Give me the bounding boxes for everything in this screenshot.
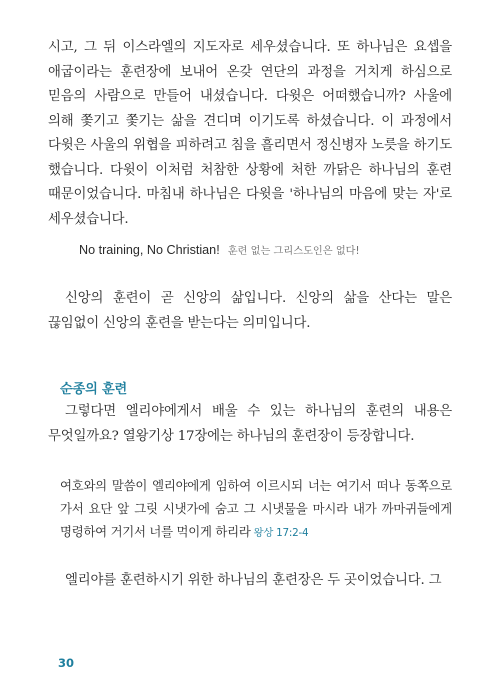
body-paragraph-1: 시고, 그 뒤 이스라엘의 지도자로 세우셨습니다. 또 하나님은 요셉을 애굽이라는 훈련장에 보내어 온갖 연단의 과정을 거치게 하심으로 믿음의 사람으로 만들어 내셨습니다. 다윗은 어떠했습니까? 사울에 의해 쫓기고 쫓기는 삶을 견디며 이기도록 하셨습니다. 이 과정에서 다윗은 사울의 위협을 피하려고 침을 흘리면서 정신병자 노릇을 하기도 했습니다. 다윗이 이처럼 처참한 상황에 처한 까닭은 하나님의 훈련 때문이었습니다. 마침내 하나님은 다윗을 '하나님의 마음에 맞는 자'로 세우셨습니다. bbox=[48, 40, 452, 227]
motto-korean: 훈련 없는 그리스도인은 없다! bbox=[227, 246, 360, 257]
body-paragraph-3: 그렇다면 엘리야에게서 배울 수 있는 하나님의 훈련의 내용은 무엇일까요? 열왕기상 17장에는 하나님의 훈련장이 등장합니다. bbox=[48, 404, 452, 444]
scripture-quote bbox=[60, 474, 452, 545]
section-heading: 순종의 훈련 bbox=[60, 382, 128, 397]
page-number: 30 bbox=[58, 656, 75, 670]
motto-english: No training, No Christian! bbox=[79, 243, 220, 257]
motto-line bbox=[79, 241, 479, 261]
scripture-text: 여호와의 말씀이 엘리야에게 임하여 이르시되 너는 여기서 떠나 동쪽으로 가서 요단 앞 그릿 시냇가에 숨고 그 시냇물을 마시라 내가 까마귀들에게 명령하여 거기서 너를 먹이게 하리라 bbox=[60, 478, 452, 539]
scripture-reference: 왕상 17:2-4 bbox=[253, 527, 309, 539]
body-paragraph-4: 엘리야를 훈련하시기 위한 하나님의 훈련장은 두 곳이었습니다. 그 bbox=[65, 573, 442, 588]
body-paragraph-2: 신앙의 훈련이 곧 신앙의 삶입니다. 신앙의 삶을 산다는 말은 끊임없이 신앙의 훈련을 받는다는 의미입니다. bbox=[48, 291, 452, 331]
